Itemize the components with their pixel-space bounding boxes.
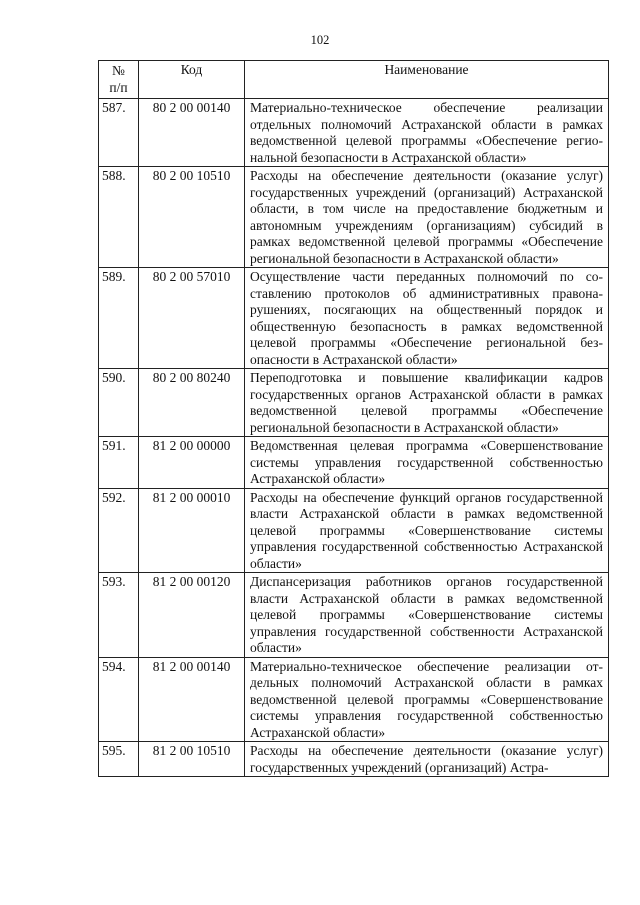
row-code: 80 2 00 80240 [139,369,245,437]
row-code: 80 2 00 57010 [139,268,245,369]
header-number-sign: № [112,63,125,78]
table-row [99,657,609,742]
row-code: 80 2 00 10510 [139,167,245,268]
table-row [99,167,609,268]
row-number: 587. [99,99,139,167]
row-name: Материально-техническое обеспечение реализации отдельных полномочий Астраханской области в рамках ведомственной целевой программы «Обеспечение региональной безопасности в Астраханской области» [245,99,609,167]
row-code: 81 2 00 00140 [139,657,245,742]
table-row [99,488,609,573]
row-number: 595. [99,742,139,777]
row-name: Переподготовка и повышение квалификации кадров государственных органов Астраханской области в рамках ведомственной целевой программы «Обеспечение региональной безопасности в Астраханской области» [245,369,609,437]
header-code: Код [139,61,245,99]
table-row [99,99,609,167]
row-name: Материально-техническое обеспечение реализации отдельных полномочий Астраханской области в рамках ведомственной целевой программы «Совершенствование системы управления государственной собственностью Астраханской области» [245,657,609,742]
row-name: Расходы на обеспечение функций органов государственной власти Астраханской области в рамках ведомственной целевой программы «Совершенствование системы управления государственной собственностью Астраханской области» [245,488,609,573]
row-number: 591. [99,437,139,489]
row-name: Осуществление части переданных полномочий по составлению протоколов об административных правонарушениях, посягающих на общественный порядок и общественную безопасность в рамках ведомственной целевой программы «Обеспечение региональной безопасности в Астраханской области» [245,268,609,369]
row-number: 590. [99,369,139,437]
row-code: 81 2 00 10510 [139,742,245,777]
table-row [99,369,609,437]
row-code: 81 2 00 00010 [139,488,245,573]
table-header [99,61,609,99]
row-name: Ведомственная целевая программа «Совершенствование системы управления государственной собственностью Астраханской области» [245,437,609,489]
header-number [99,61,139,99]
table-row [99,268,609,369]
row-name: Диспансеризация работников органов государственной власти Астраханской области в рамках ведомственной целевой программы «Совершенствование системы управления государственной собственности Астраханской области» [245,573,609,658]
row-code: 81 2 00 00120 [139,573,245,658]
row-code: 81 2 00 00000 [139,437,245,489]
header-number-abbrev: п/п [109,79,128,95]
row-number: 594. [99,657,139,742]
table-body [99,99,609,777]
row-code: 80 2 00 00140 [139,99,245,167]
row-name: Расходы на обеспечение деятельности (оказание услуг) государственных учреждений (организаций) Астраханской области, в том числе на предоставление бюджетным и автономным учреждениям (организациям) субсидий в рамках ведомственной целевой программы «Обеспечение региональной безопасности в Астраханской области» [245,167,609,268]
table-row [99,573,609,658]
row-number: 588. [99,167,139,268]
row-number: 593. [99,573,139,658]
header-name: Наименование [245,61,609,99]
row-number: 592. [99,488,139,573]
header-row [99,61,609,99]
table-row [99,742,609,777]
row-name: Расходы на обеспечение деятельности (оказание услуг) государственных учреждений (организаций) Астра- [245,742,609,777]
table-row [99,437,609,489]
row-number: 589. [99,268,139,369]
budget-code-table [98,60,609,777]
page-number: 102 [310,33,330,47]
